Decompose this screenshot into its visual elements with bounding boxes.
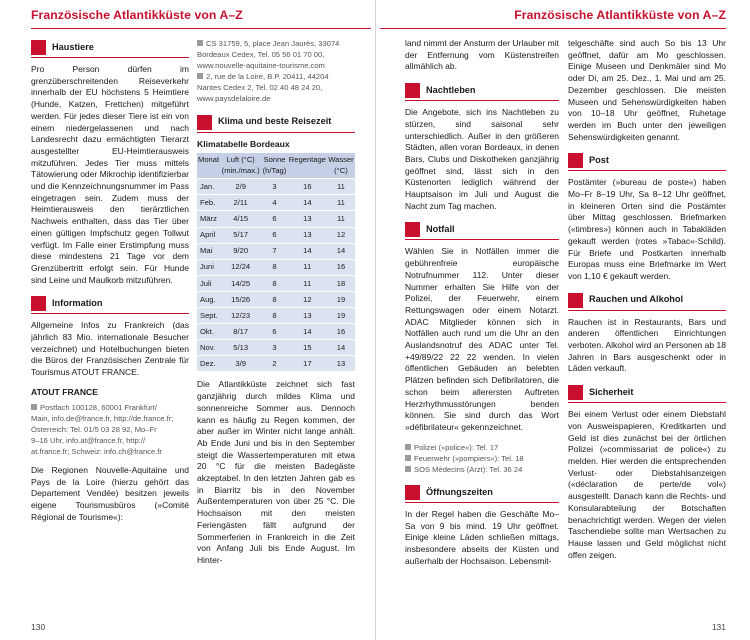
section-heading-information <box>31 294 189 314</box>
column-2 <box>197 38 355 575</box>
section-marker-icon <box>405 485 420 500</box>
table-cell: 13 <box>288 308 327 324</box>
section-marker-icon <box>31 40 46 55</box>
section-heading-notfall <box>405 220 559 240</box>
table-cell: 8 <box>261 291 288 307</box>
section-title: Rauchen und Alkohol <box>589 294 684 305</box>
table-cell: 2/11 <box>220 195 261 211</box>
running-head-left: Französische Atlantikküste von A–Z <box>31 8 243 22</box>
header-rule-right <box>380 28 726 29</box>
table-cell: 14/25 <box>220 275 261 291</box>
table-cell: 3 <box>261 340 288 356</box>
section-marker-icon <box>568 293 583 308</box>
table-cell: 15 <box>288 340 327 356</box>
table-cell: 17 <box>288 356 327 372</box>
table-cell: Jan. <box>197 179 220 195</box>
table-row <box>197 291 355 307</box>
page-number-left: 130 <box>31 622 46 632</box>
table-cell: Juli <box>197 275 220 291</box>
table-title: Klimatabelle Bordeaux <box>197 138 290 149</box>
paragraph-oeffnungszeiten-continued: telgeschäfte sind auch So bis 13 Uhr geöffnet, dafür am Mo geschlossen. Einige Museen und Denkmäler sind Mo oder Di, am 25. Dez., 1. Mai und am 25. Dezember geschlossen. Die meisten Museen und Sehenswürdigkeiten haben von 10–18 Uhr geöffnet, Ruhetage werden im Buch unter den jeweiligen Sehenswürdigkeiten genannt. <box>568 38 726 142</box>
section-marker-icon <box>197 115 212 130</box>
table-cell: 4 <box>261 195 288 211</box>
table-cell: 15/26 <box>220 291 261 307</box>
table-cell: 16 <box>327 324 355 340</box>
section-title: Sicherheit <box>589 386 634 397</box>
table-cell: 8 <box>261 275 288 291</box>
section-heading-sicherheit <box>568 383 726 403</box>
table-cell: Feb. <box>197 195 220 211</box>
table-cell: 6 <box>261 227 288 243</box>
column-4 <box>568 38 726 569</box>
section-title: Information <box>52 298 103 308</box>
table-row <box>197 227 355 243</box>
table-cell: 12 <box>327 227 355 243</box>
section-title: Post <box>589 154 609 165</box>
column-header: Monat <box>197 153 220 179</box>
table-cell: 18 <box>327 275 355 291</box>
table-row <box>197 259 355 275</box>
table-cell: 4/15 <box>220 211 261 227</box>
table-cell: Juni <box>197 259 220 275</box>
table-cell: 14 <box>288 243 327 259</box>
section-marker-icon <box>568 153 583 168</box>
section-heading-nachtleben <box>405 81 559 101</box>
table-cell: 14 <box>288 324 327 340</box>
bullet-square-icon <box>31 404 37 410</box>
table-row <box>197 211 355 227</box>
table-cell: 13 <box>327 356 355 372</box>
section-marker-icon <box>405 222 420 237</box>
table-cell: Mai <box>197 243 220 259</box>
running-head-right: Französische Atlantikküste von A–Z <box>514 8 726 22</box>
table-cell: April <box>197 227 220 243</box>
table-cell: 5/17 <box>220 227 261 243</box>
table-row <box>197 324 355 340</box>
section-heading-klima <box>197 113 355 133</box>
table-cell: 11 <box>327 195 355 211</box>
table-cell: Aug. <box>197 291 220 307</box>
table-row <box>197 356 355 372</box>
table-cell: 3 <box>261 179 288 195</box>
table-cell: 13 <box>288 227 327 243</box>
table-cell: Sept. <box>197 308 220 324</box>
table-cell: 16 <box>288 179 327 195</box>
paragraph-oeffnungszeiten: In der Regel haben die Geschäfte Mo–Sa von 9 bis mind. 19 Uhr geöffnet. Einige kleine Läden schließen mittags, insbesondere abseits der Küsten und außerhalb der Hochsaison. Lebensmit- <box>405 508 559 566</box>
table-cell: 11 <box>327 179 355 195</box>
paragraph-haustiere: Pro Person dürfen im grenzüberschreitenden Reiseverkehr innerhalb der EU höchstens 5 Heimtiere (Hunde, Katzen, Frettchen) mitgeführt werden. Für jedes dieser Tiere ist ein von einem niedergelassenen und nach Landesrecht dazu ermächtigten Tierarzt ausgestellter EU-Heimtierausweis mitzuführen. Jedes Tier muss mittels Tätowierung oder Mikrochip identifizierbar und die Kennzeichnungsnummer im Pass eingetragen sein. Zudem muss der Heimtierausweis den tierärztlichen Nachweis enthalten, dass das Tier über einen gültigen Impfschutz gegen Tollwut verfügt. Im Falle einer Erstimpfung muss diese mindestens 21 Tage vor dem Grenzübertritt erfolgt sein. Für Hunde sind Leine und Maulkorb mitzuführen. <box>31 64 189 285</box>
table-cell: 9/20 <box>220 243 261 259</box>
climate-table <box>197 153 355 371</box>
paragraph-klima: Die Atlantikküste zeichnet sich fast ganzjährig durch mildes Klima und sonnenreiche Sommer aus. Dennoch kann es häufig zu Regen kommen, der aber außer im Winter nicht lange anhält. Ab Ende Juni und bis in den September steigt die Wassertemperaturen mit etwa 20 °C für die meisten Badegäste akzeptabel. In den letzten Jahren gab es in Biarritz bis in den November Außentemperaturen von über 25 °C. Die Hochsaison mit den meisten Feriengästen fällt aufgrund der Sommerferien in Frankreich in die Zeit von Anfang Juli bis Ende August. Im Hinter- <box>197 379 355 565</box>
table-cell: 14 <box>288 195 327 211</box>
section-heading-post <box>568 151 726 171</box>
column-header: Wasser (°C) <box>327 153 355 179</box>
bullet-square-icon <box>405 444 411 450</box>
paragraph-information: Allgemeine Infos zu Frankreich (das jährlich 83 Mio. internationale Besucher verzeichnet) und Hotelbuchungen bieten die Büros der Französischen Zentrale für Tourismus ATOUT FRANCE. <box>31 320 189 378</box>
section-title: Notfall <box>426 224 455 235</box>
right-page <box>375 0 750 640</box>
table-cell: März <box>197 211 220 227</box>
column-3 <box>405 38 559 575</box>
table-cell: 12/23 <box>220 308 261 324</box>
header-rule-left <box>31 28 371 29</box>
table-row <box>197 308 355 324</box>
table-cell: 7 <box>261 243 288 259</box>
section-heading-oeffnungszeiten <box>405 483 559 503</box>
column-header: Sonne (h/Tag) <box>261 153 288 179</box>
paragraph-sicherheit: Bei einem Verlust oder einem Diebstahl von Ausweispapieren, Kreditkarten und Geld ist dies zunächst bei der örtlichen Polizei (»commissariat de police«) zu melden. Hier werden die entsprechenden Verlust- oder Diebstahlsanzeigen («déclaration de perte/de vol«) ausgestellt. Danach kann die Rechts- und Konsularabteilung der Botschaften benachrichtigt werden. Wegen der vielen Taschendiebe sollte man Wertsachen zu Hause lassen und Geld möglichst nicht offen zeigen. <box>568 409 726 560</box>
section-marker-icon <box>405 83 420 98</box>
bullet-square-icon <box>197 40 203 46</box>
table-row <box>197 179 355 195</box>
bullet-square-icon <box>405 455 411 461</box>
table-cell: 11 <box>288 275 327 291</box>
address-regional-offices: CS 31759, 5, place Jean Jaurès, 33074 Bordeaux Cedex, Tel. 05 56 01 70 00, www.nouvelle-aquitaine-tourisme.com 2, rue de la Loire, B.P. 20411, 44204 Nantes Cedex 2, Tel. 02 40 48 24 20, www.paysdelaloire.de <box>197 39 340 104</box>
table-cell: Dez. <box>197 356 220 372</box>
paragraph-klima-continued: land nimmt der Ansturm der Urlauber mit der Entfernung vom Küstenstreifen allmählich ab. <box>405 38 559 72</box>
paragraph-rauchen: Rauchen ist in Restaurants, Bars und anderen öffentlichen Einrichtungen verboten. Alkohol wird an Personen ab 18 Jahren in Bars ausgeschenkt oder in Läden verkauft. <box>568 316 726 374</box>
section-heading-rauchen <box>568 291 726 311</box>
table-cell: 3/9 <box>220 356 261 372</box>
table-cell: 14 <box>327 243 355 259</box>
table-cell: 6 <box>261 211 288 227</box>
table-row <box>197 340 355 356</box>
table-cell: 12 <box>288 291 327 307</box>
table-cell: 12/24 <box>220 259 261 275</box>
table-cell: 13 <box>288 211 327 227</box>
table-cell: 2 <box>261 356 288 372</box>
paragraph-post: Postämter (»bureau de poste«) haben Mo–Fr 8–19 Uhr, Sa 8–12 Uhr geöffnet, in kleineren Orten sind die Postämter über Mittag geschlossen. Briefmarken («timbres») können auch in Tabakläden gekauft werden (rotes »Tabac«-Schild). Für Briefe und Postkarten innerhalb Europas muss eine Briefmarke im Wert von 1,10 € gekauft werden. <box>568 177 726 281</box>
section-title: Nachtleben <box>426 84 476 95</box>
section-marker-icon <box>568 385 583 400</box>
table-cell: 11 <box>288 259 327 275</box>
column-header: Regentage <box>288 153 327 179</box>
table-cell: 8/17 <box>220 324 261 340</box>
section-heading-haustiere <box>31 38 189 58</box>
section-marker-icon <box>31 296 46 311</box>
table-row <box>197 195 355 211</box>
table-cell: 8 <box>261 308 288 324</box>
table-cell: Okt. <box>197 324 220 340</box>
section-title: Öffnungszeiten <box>426 486 493 497</box>
column-1 <box>31 38 189 532</box>
subheading-atout-france: ATOUT FRANCE <box>31 386 98 397</box>
section-title: Haustiere <box>52 41 94 52</box>
table-cell: 2/9 <box>220 179 261 195</box>
table-cell: 8 <box>261 259 288 275</box>
emergency-numbers: Polizei (»police«): Tel. 17 Feuerwehr (»pompiers«): Tel. 18 SOS Médecins (Arzt): Tel. 36 24 <box>405 442 559 475</box>
paragraph-notfall: Wählen Sie in Notfällen immer die gebührenfreie europäische Notrufnummer 112. Unter dieser Nummer erhalten Sie Hilfe von der Polizei, der Feuerwehr, einem Rettungswagen oder einem Notarzt. ADAC Mitglieder können sich in Notfällen auch rund um die Uhr an den Auslandsnotruf des ADAC unter Tel. +49/89/22 22 22 wenden. In vielen öffentlichen Gebäuden an belebten Plätzen befinden sich Defibrilatoren, die schon beim allerersten Auftreten Herzrhythmusstörungen benden können. Sie sind durch das Wort »défibrilateur« gekennzeichnet. <box>405 246 559 432</box>
table-cell: 11 <box>327 211 355 227</box>
table-cell: 5/13 <box>220 340 261 356</box>
table-row <box>197 243 355 259</box>
table-cell: 19 <box>327 308 355 324</box>
bullet-square-icon <box>197 73 203 79</box>
table-cell: 6 <box>261 324 288 340</box>
section-title: Klima und beste Reisezeit <box>218 116 332 127</box>
paragraph-regions: Die Regionen Nouvelle-Aquitaine und Pays de la Loire (hierzu gehört das Departement Vendée) besitzen jeweils eigene Tourismusbüros (»Comité Régional de Tourisme«): <box>31 465 189 522</box>
bullet-square-icon <box>405 466 411 472</box>
table-cell: 19 <box>327 291 355 307</box>
paragraph-nachtleben: Die Angebote, sich ins Nachtleben zu stürzen, sind saisonal sehr unterschiedlich. Außer in den größeren Städten, allen voran Bordeaux, in denen Bars, Clubs und Diskotheken ganzjährig geöffnet sind, lässt sich in den Küstenorten lediglich während der Hauptsaison im Juli und August die Nacht zum Tag machen. <box>405 107 559 211</box>
column-header: Luft (°C) (min./max.) <box>220 153 261 179</box>
table-row <box>197 275 355 291</box>
table-cell: 16 <box>327 259 355 275</box>
table-cell: Nov. <box>197 340 220 356</box>
address-atout-france: Postfach 100128, 60001 Frankfurt/ Main, info.de@france.fr, http://de.france.fr; Österreich: Tel. 01/5 03 28 92, Mo–Fr 9–16 Uhr, info.at@france.fr, http:// at.france.fr; Schweiz: info.ch@france.fr <box>31 402 174 456</box>
table-header-row <box>197 153 355 179</box>
table-cell: 14 <box>327 340 355 356</box>
page-number-right: 131 <box>711 622 726 632</box>
